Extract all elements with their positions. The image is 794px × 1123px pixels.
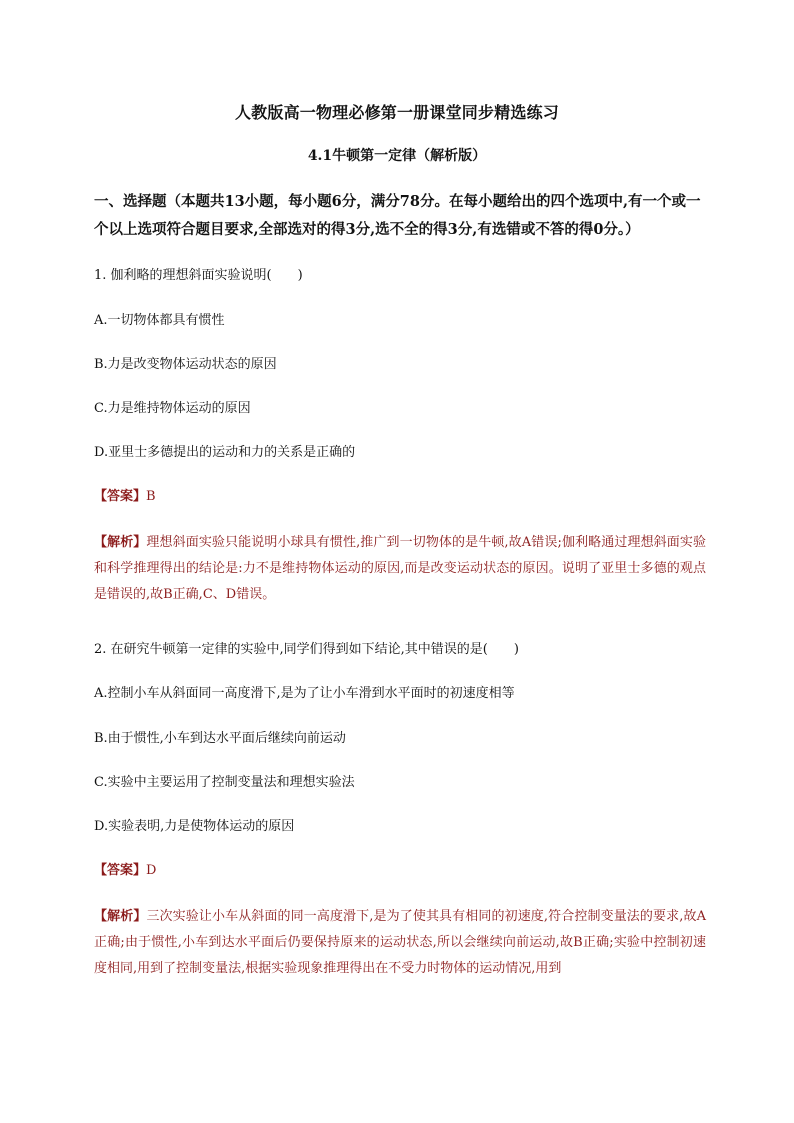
answer-tag: 【答案】 xyxy=(94,863,147,878)
document-title: 人教版高一物理必修第一册课堂同步精选练习 xyxy=(234,103,559,122)
question-2-stem: 2. 在研究牛顿第一定律的实验中,同学们得到如下结论,其中错误的是( ) xyxy=(94,642,519,657)
analysis-tag: 【解析】 xyxy=(94,535,147,550)
question-1-stem: 1. 伽利略的理想斜面实验说明( ) xyxy=(94,268,303,283)
question-2-option-c: C.实验中主要运用了控制变量法和理想实验法 xyxy=(94,775,355,790)
answer-value: D xyxy=(146,863,157,878)
analysis-text: 理想斜面实验只能说明小球具有惯性,推广到一切物体的是牛顿,故A错误;伽利略通过理想斜面实验和科学推理得出的结论是:力不是维持物体运动的原因,而是改变运动状态的原因。说明了亚里士多德的观点是错误的,故B正确,C、D错误。 xyxy=(94,535,706,602)
question-1-answer xyxy=(94,487,156,507)
question-2-answer xyxy=(94,861,156,881)
answer-value: B xyxy=(146,489,156,504)
analysis-tag: 【解析】 xyxy=(94,909,147,924)
question-2-analysis xyxy=(94,904,706,982)
question-1-analysis xyxy=(94,530,706,608)
section-heading: 一、选择题（本题共13小题，每小题6分，满分78分。在每小题给出的四个选项中,有一个或一个以上选项符合题目要求,全部选对的得3分,选不全的得3分,有选错或不答的得0分。） xyxy=(94,193,701,238)
question-1-option-d: D.亚里士多德提出的运动和力的关系是正确的 xyxy=(94,445,356,460)
answer-tag: 【答案】 xyxy=(94,489,147,504)
question-1-option-a: A.一切物体都具有惯性 xyxy=(94,313,225,328)
question-1-option-b: B.力是改变物体运动状态的原因 xyxy=(94,357,277,372)
question-2-option-b: B.由于惯性,小车到达水平面后继续向前运动 xyxy=(94,731,346,746)
question-1-option-c: C.力是维持物体运动的原因 xyxy=(94,401,251,416)
analysis-text: 三次实验让小车从斜面的同一高度滑下,是为了使其具有相同的初速度,符合控制变量法的要求,故A正确;由于惯性,小车到达水平面后仍要保持原来的运动状态,所以会继续向前运动,故B正确;实验中控制初速度相同,用到了控制变量法,根据实验现象推理得出在不受力时物体的运动情况,用到 xyxy=(94,909,706,976)
question-2-option-d: D.实验表明,力是使物体运动的原因 xyxy=(94,819,295,834)
question-2-option-a: A.控制小车从斜面同一高度滑下,是为了让小车滑到水平面时的初速度相等 xyxy=(94,686,515,701)
document-subtitle: 4.1牛顿第一定律（解析版） xyxy=(307,148,487,164)
